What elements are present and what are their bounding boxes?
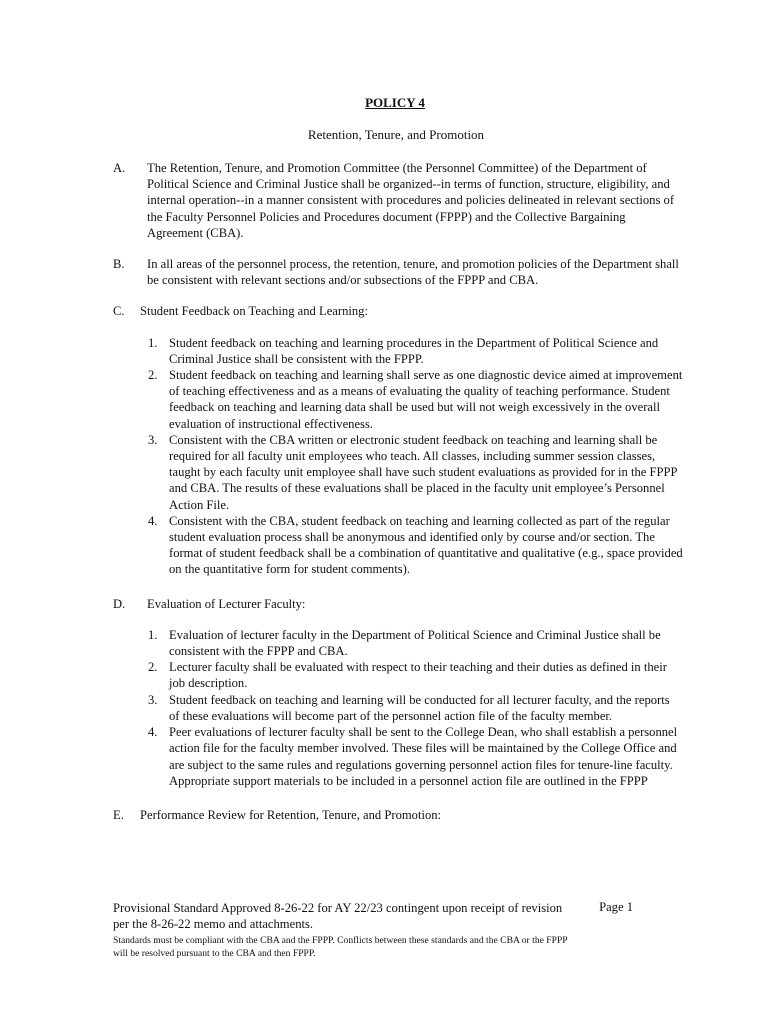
footer-approval-text: Provisional Standard Approved 8-26-22 for AY 22/23 contingent upon receipt of revision per the 8-26-22 memo and attachments. [113, 901, 563, 931]
list-item: 1. Evaluation of lecturer faculty in the Department of Political Science and Criminal Justice shall be consistent with the FPPP and CBA. [148, 627, 661, 659]
list-item: 2. Student feedback on teaching and learning shall serve as one diagnostic device aimed at improvement of teaching effectiveness and as a means of evaluating the quality of teaching performance. Student feedback on teaching and learning data shall be used but will not weigh excessively in the overall evaluation of instructional effectiveness. [148, 368, 683, 431]
section-text: In all areas of the personnel process, the retention, tenure, and promotion policies of the Department shall be consistent with relevant sections and/or subsections of the FPPP and CBA. [147, 257, 679, 288]
policy-body [113, 160, 683, 838]
list-item: 4. Consistent with the CBA, student feedback on teaching and learning collected as part of the regular student evaluation process shall be anonymous and identified only by course and/or section. The format of student feedback shall be a combination of quantitative and qualitative (e.g., space provided on the quantitative form for student comments). [148, 513, 683, 577]
page-subtitle: Retention, Tenure, and Promotion [307, 127, 485, 142]
section-label: B. [113, 257, 125, 272]
section-text: The Retention, Tenure, and Promotion Committee (the Personnel Committee) of the Department of Political Science and Criminal Justice shall be organized--in terms of function, structure, eligibility, and internal operation--in a manner consistent with procedures and policies delineated in relevant sections of the Faculty Personnel Policies and Procedures document (FPPP) and the Collective Bargaining Agreement (CBA). [147, 161, 675, 240]
list-item: 4. Peer evaluations of lecturer faculty shall be sent to the College Dean, who shall establish a personnel action file for the faculty member involved. These files will be maintained by the College Office and are subject to the same rules and regulations governing personnel action files for tenure-line faculty. Appropriate support materials to be included in a personnel action file are outlined in the FPPP [148, 725, 678, 788]
section-d-list [113, 627, 683, 789]
section-label: A. [113, 161, 126, 175]
list-item: 3. Consistent with the CBA written or electronic student feedback on teaching and learning shall be required for all faculty unit employees who teach. All classes, including summer session classes, taught by each faculty unit employee shall have such student evaluations as provided for in the FPPP and CBA. The results of these evaluations shall be placed in the faculty unit employee’s Personnel Action File. [148, 432, 678, 512]
section-heading: Evaluation of Lecturer Faculty: [147, 596, 306, 611]
section-label: C. [113, 304, 125, 319]
footer-note: Standards must be compliant with the CBA and the FPPP. Conflicts between these standards and the CBA or the FPPP will be resolved pursuant to the CBA and then FPPP. [113, 935, 568, 959]
section-c-list [113, 335, 683, 578]
section-b [113, 256, 683, 288]
section-d [113, 596, 683, 612]
section-heading: Student Feedback on Teaching and Learning: [140, 304, 368, 319]
list-item: 3. Student feedback on teaching and learning will be conducted for all lecturer faculty, and the reports of these evaluations will become part of the personnel action file of the faculty member. [148, 692, 670, 723]
section-label: D. [113, 596, 126, 611]
section-heading: Performance Review for Retention, Tenure, and Promotion: [140, 807, 442, 822]
page-title: POLICY 4 [365, 95, 425, 110]
section-a [113, 160, 683, 241]
page-number: Page 1 [599, 900, 633, 914]
section-c [113, 303, 683, 319]
list-item: 2. Lecturer faculty shall be evaluated with respect to their teaching and their duties as defined in their job description. [148, 660, 667, 691]
section-label: E. [113, 807, 124, 822]
section-e [113, 807, 683, 823]
list-item: 1. Student feedback on teaching and learning procedures in the Department of Political Science and Criminal Justice shall be consistent with the FPPP. [148, 335, 659, 366]
page-footer [113, 900, 683, 960]
